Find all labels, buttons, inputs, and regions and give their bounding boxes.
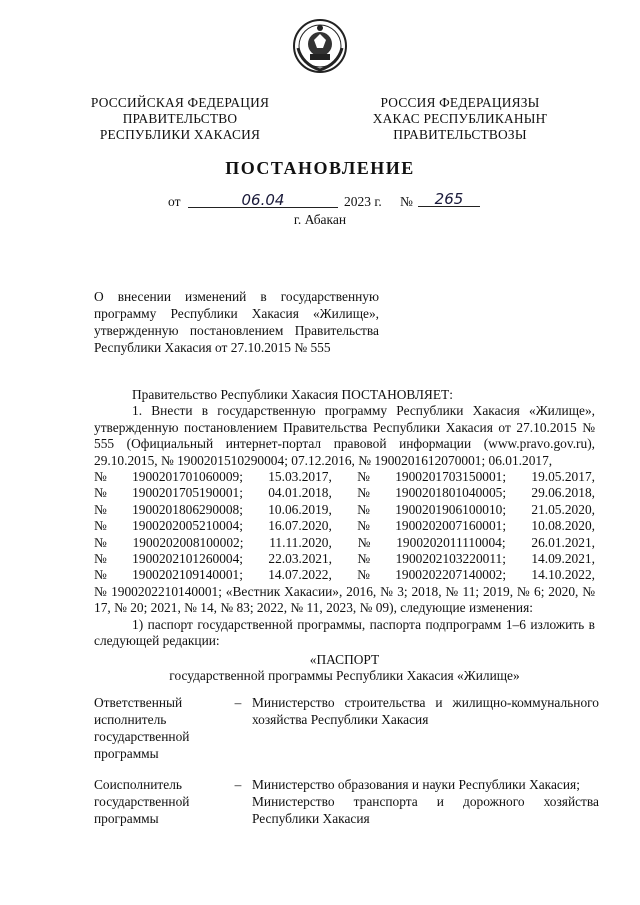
date-prefix: от (168, 194, 181, 209)
document-subject: О внесении изменений в государственную программу Республики Хакасия «Жилище», утвержденную постановлением Правительства Республики Хакасия от 27.10.2015 № 555 (94, 289, 379, 355)
registry-token: 1900202207140002; (395, 567, 507, 583)
registry-token: 04.01.2018, (268, 485, 332, 501)
header-left-line: РОССИЙСКАЯ ФЕДЕРАЦИЯ (90, 95, 270, 110)
registry-token: 29.06.2018, (531, 485, 595, 501)
registry-token: № (357, 501, 370, 517)
row-label: Соисполнитель государственной программы (94, 777, 190, 826)
item1-tail: № 1900202210140001; «Вестник Хакасии», 2016, № 3; 2018, № 11; 2019, № 6; 2020, № 17, № 20; 2021, № 14, № 83; 2022, № 11, 2023, № 09), следующие изменения: (94, 583, 595, 616)
registry-line (94, 535, 595, 551)
registry-line (94, 551, 595, 567)
registry-token: № (94, 567, 107, 583)
year-text: 2023 г. (344, 194, 382, 209)
number-label: № (400, 194, 413, 209)
registry-line (94, 567, 595, 583)
registry-token: 1900202008100002; (132, 534, 244, 550)
city: г. Абакан (293, 212, 347, 227)
registry-line (94, 469, 595, 485)
item1-lead: 1. Внести в государственную программу Республики Хакасия «Жилище», утвержденную постановлением Правительства Республики Хакасия от 27.10.2015 № 555 (Официальный интернет-портал правовой информации (www.pravo.gov.ru), 29.10.2015, № 1900201510290004; 07.12.2016, № 1900201612070001; 06.01.2017, (94, 403, 595, 468)
registry-token: № (357, 551, 371, 567)
registry-token: 1900201701060009; (132, 469, 243, 485)
header-left-line: ПРАВИТЕЛЬСТВО (122, 111, 238, 126)
row-dash: – (234, 695, 242, 710)
coat-of-arms-icon (292, 18, 348, 74)
document-title: ПОСТАНОВЛЕНИЕ (225, 158, 415, 178)
registry-token: 10.06.2019, (268, 501, 332, 517)
registry-token: 14.09.2021, (531, 551, 595, 567)
registry-token: № (94, 485, 107, 501)
registry-token: 1900202005210004; (132, 518, 243, 534)
row-value-line: Министерство транспорта и дорожного хозяйства Республики Хакасия (252, 794, 599, 826)
decree-line: Правительство Республики Хакасия ПОСТАНОВЛЯЕТ: (132, 387, 453, 402)
registry-token: 14.07.2022, (268, 567, 332, 583)
date-handwritten: 06.04 (188, 191, 338, 208)
registry-token: 1900201806290008; (132, 501, 243, 517)
registry-token: 19.05.2017, (531, 469, 595, 485)
registry-line (94, 485, 595, 501)
registry-token: 11.11.2020, (269, 534, 332, 550)
registry-token: 1900202011110004; (396, 534, 506, 550)
row-value: Министерство строительства и жилищно-коммунального хозяйства Республики Хакасия (252, 695, 599, 727)
row-value-line: Министерство образования и науки Республики Хакасия; (252, 777, 580, 792)
registry-token: № (94, 534, 107, 550)
subitem1: 1) паспорт государственной программы, паспорта подпрограмм 1–6 изложить в следующей редакции: (94, 616, 595, 649)
registry-token: 21.05.2020, (531, 501, 595, 517)
document-body (94, 387, 595, 684)
registry-line (94, 502, 595, 518)
registry-token: 10.08.2020, (531, 518, 595, 534)
registry-token: 1900201705190001; (132, 485, 243, 501)
date-number-row (168, 190, 488, 213)
registry-token: № (357, 485, 370, 501)
registry-token: 22.03.2021, (268, 551, 333, 567)
registry-token: 1900202007160001; (395, 518, 507, 534)
registry-token: № (94, 518, 107, 534)
header-left-line: РЕСПУБЛИКИ ХАКАСИЯ (99, 127, 261, 142)
table-row (94, 694, 599, 762)
passport-title: «ПАСПОРТ (309, 651, 380, 667)
registry-token: 14.10.2022, (531, 567, 595, 583)
registry-token: № (94, 551, 107, 567)
row-label: Ответственный исполнитель государственной программы (94, 695, 190, 761)
passport-table (94, 694, 599, 841)
registry-token: 1900202103220011; (395, 551, 506, 567)
header-right-line: РОССИЯ ФЕДЕРАЦИЯЗЫ (380, 95, 540, 110)
row-dash: – (234, 777, 242, 792)
table-row (94, 776, 599, 827)
number-handwritten: 265 (418, 190, 480, 207)
row-value (252, 776, 599, 827)
header-right-block (360, 95, 560, 143)
registry-token: № (357, 534, 371, 550)
registry-token: № (357, 567, 370, 583)
registry-token: 1900202109140001; (132, 567, 243, 583)
passport-subtitle: государственной программы Республики Хакасия «Жилище» (169, 667, 520, 683)
registry-token: № (357, 518, 370, 534)
registry-token: 1900201906100010; (395, 501, 507, 517)
registry-token: 16.07.2020, (268, 518, 332, 534)
registry-lines (94, 469, 595, 584)
registry-line (94, 518, 595, 534)
header-left-block (85, 95, 275, 143)
registry-token: 15.03.2017, (268, 469, 332, 485)
registry-token: 1900202101260004; (132, 551, 244, 567)
registry-token: № (94, 469, 107, 485)
registry-token: № (94, 501, 107, 517)
header-right-line: ПРАВИТЕЛЬСТВОЗЫ (393, 127, 527, 142)
registry-token: 26.01.2021, (531, 534, 595, 550)
registry-token: 1900201703150001; (395, 469, 507, 485)
registry-token: № (357, 469, 370, 485)
header-right-line: ХАКАС РЕСПУБЛИКАНЫҤ (372, 111, 548, 126)
registry-token: 1900201801040005; (395, 485, 507, 501)
